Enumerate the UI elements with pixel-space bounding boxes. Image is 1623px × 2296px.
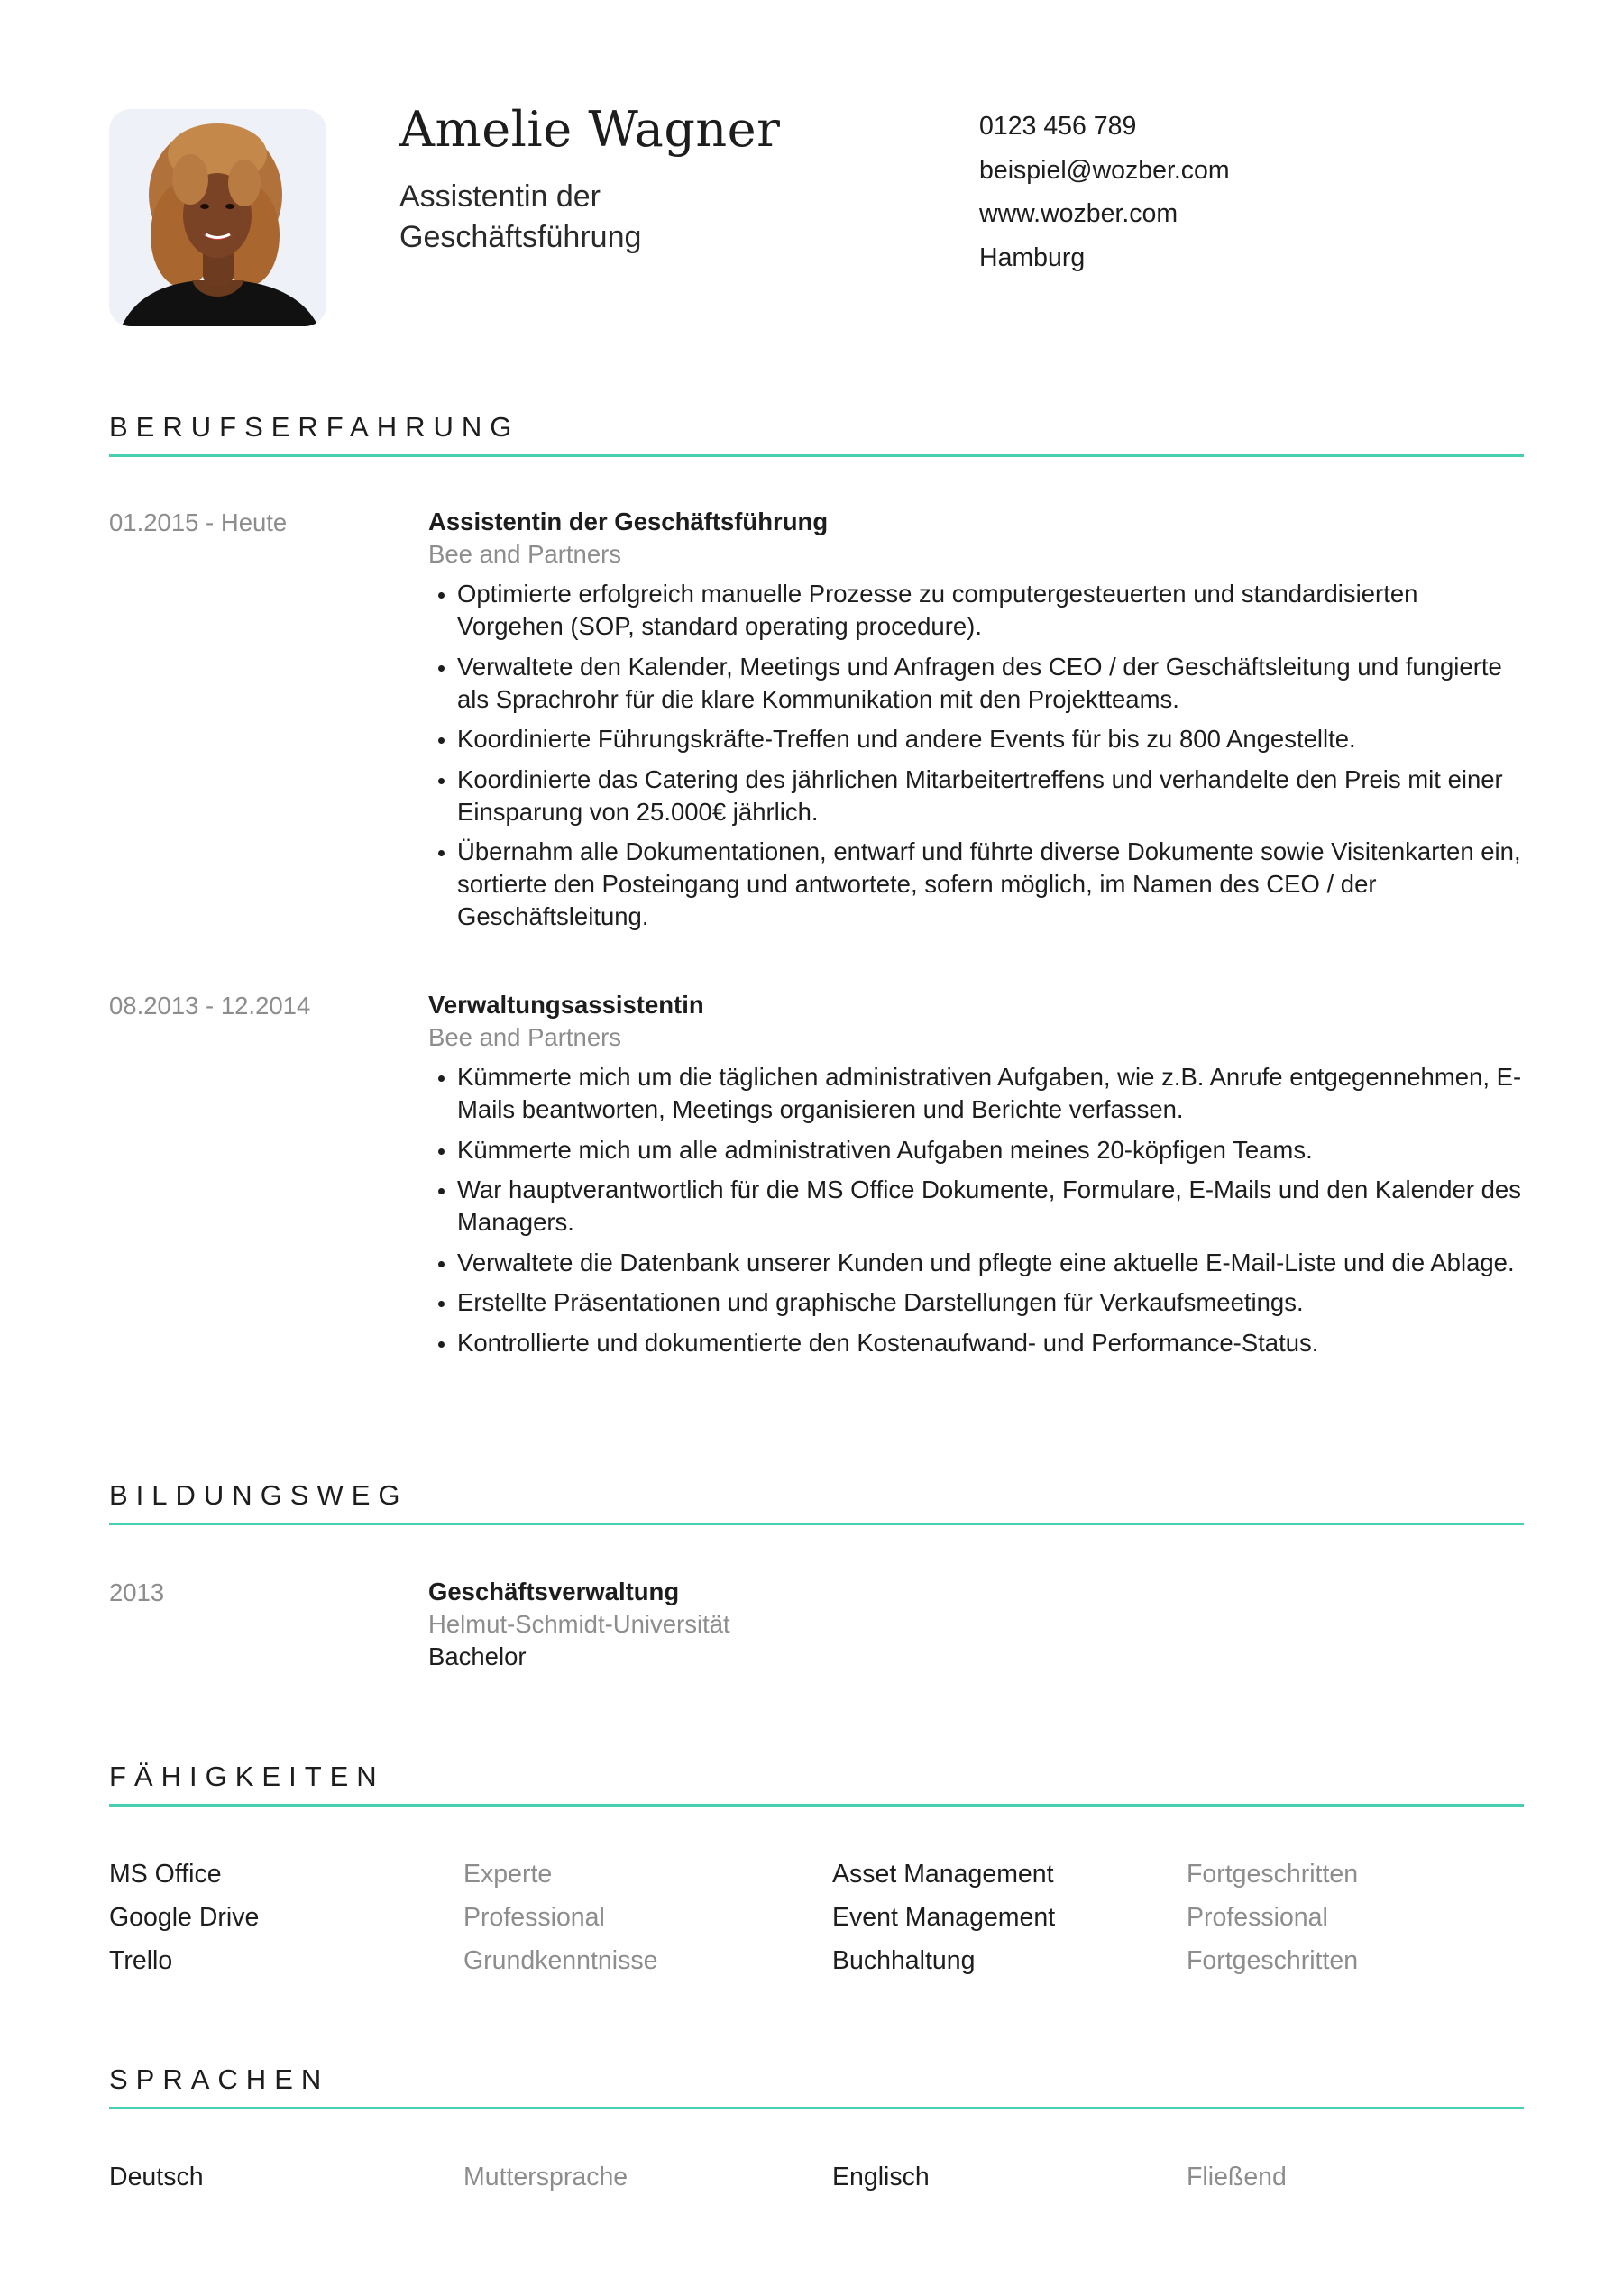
job-bullets [428, 578, 1528, 933]
job-bullet: • Koordinierte Führungskräfte-Treffen und andere Events für bis zu 800 Angestellte. [457, 723, 1528, 755]
skill-level: Experte [463, 1860, 553, 1889]
section-title-skills: FÄHIGKEITEN [109, 1761, 385, 1792]
skill-name: Event Management [832, 1903, 1056, 1932]
contact-phone: 0123 456 789 [979, 112, 1137, 141]
language-name: Englisch [832, 2163, 930, 2191]
job-bullet: • Koordinierte das Catering des jährlichen Mitarbeitertreffens und verhandelte den Preis mit einer Einsparung von 25.000€ jährlich. [457, 764, 1528, 828]
skill-level: Professional [463, 1903, 605, 1932]
language-level: Fließend [1187, 2163, 1287, 2191]
skill-level: Professional [1187, 1903, 1328, 1932]
candidate-name: Amelie Wagner [399, 101, 781, 158]
education-school: Helmut-Schmidt-Universität [428, 1610, 730, 1638]
job-date: 08.2013 - 12.2014 [109, 992, 311, 1020]
job-entry [428, 989, 1528, 1367]
skill-name: Asset Management [832, 1860, 1054, 1889]
skill-name: MS Office [109, 1860, 222, 1889]
section-title-languages: SPRACHEN [109, 2063, 330, 2095]
contact-block [979, 105, 1230, 279]
job-title: Verwaltungsassistentin [428, 991, 704, 1019]
education-field: Geschäftsverwaltung [428, 1578, 680, 1605]
job-bullet: • Optimierte erfolgreich manuelle Prozesse zu computergesteuerten und standardisierten Vorgehen (SOP, standard operating procedure). [457, 578, 1528, 643]
job-bullet: • Kümmerte mich um alle administrativen Aufgaben meines 20-köpfigen Teams. [457, 1134, 1528, 1166]
job-bullet: • Erstellte Präsentationen und graphische Darstellungen für Verkaufsmeetings. [457, 1286, 1528, 1319]
section-divider [109, 1523, 1524, 1525]
skill-name: Buchhaltung [832, 1946, 976, 1975]
job-bullet: • Kümmerte mich um die täglichen administrativen Aufgaben, wie z.B. Anrufe entgegennehmen, E-Mails beantworten, Meetings organisieren und Berichte verfassen. [457, 1061, 1528, 1126]
portrait-image [109, 109, 326, 326]
role-line: Assistentin der [399, 179, 601, 214]
job-bullets [428, 1061, 1528, 1359]
job-title: Assistentin der Geschäftsführung [428, 508, 829, 535]
job-bullet: • Übernahm alle Dokumentationen, entwarf und führte diverse Dokumente sowie Visitenkarten ein, sortierte den Posteingang und antwortete, sofern möglich, im Namen des CEO / der Geschäftsleitung. [457, 836, 1528, 933]
section-title-experience: BERUFSERFAHRUNG [109, 411, 520, 443]
job-bullet: • War hauptverantwortlich für die MS Office Dokumente, Formulare, E-Mails und den Kalender des Managers. [457, 1174, 1528, 1239]
education-degree: Bachelor [428, 1642, 527, 1670]
skill-level: Grundkenntnisse [463, 1946, 658, 1975]
contact-website: www.wozber.com [979, 199, 1178, 228]
job-company: Bee and Partners [428, 1023, 622, 1051]
contact-email: beispiel@wozber.com [979, 155, 1230, 185]
candidate-role [399, 177, 742, 258]
education-entry [428, 1576, 1528, 1673]
job-bullet: • Kontrollierte und dokumentierte den Kostenaufwand- und Performance-Status. [457, 1327, 1528, 1359]
section-divider [109, 454, 1524, 457]
skill-level: Fortgeschritten [1187, 1860, 1359, 1889]
job-entry [428, 506, 1528, 941]
skill-name: Google Drive [109, 1903, 260, 1932]
job-company: Bee and Partners [428, 540, 622, 568]
education-date: 2013 [109, 1578, 165, 1606]
skill-level: Fortgeschritten [1187, 1946, 1359, 1975]
job-bullet: • Verwaltete die Datenbank unserer Kunden und pflegte eine aktuelle E-Mail-Liste und die Ablage. [457, 1247, 1528, 1279]
language-level: Muttersprache [463, 2163, 628, 2191]
skill-name: Trello [109, 1946, 173, 1975]
contact-city: Hamburg [979, 242, 1086, 272]
section-divider [109, 1804, 1524, 1807]
job-date: 01.2015 - Heute [109, 508, 288, 536]
section-title-education: BILDUNGSWEG [109, 1479, 408, 1511]
profile-photo [109, 109, 326, 326]
section-divider [109, 2107, 1524, 2109]
role-line: Geschäftsführung [399, 220, 642, 254]
job-bullet: • Verwaltete den Kalender, Meetings und Anfragen des CEO / der Geschäftsleitung und fungierte als Sprachrohr für die klare Kommunikation mit den Projektteams. [457, 651, 1528, 716]
language-name: Deutsch [109, 2163, 204, 2191]
